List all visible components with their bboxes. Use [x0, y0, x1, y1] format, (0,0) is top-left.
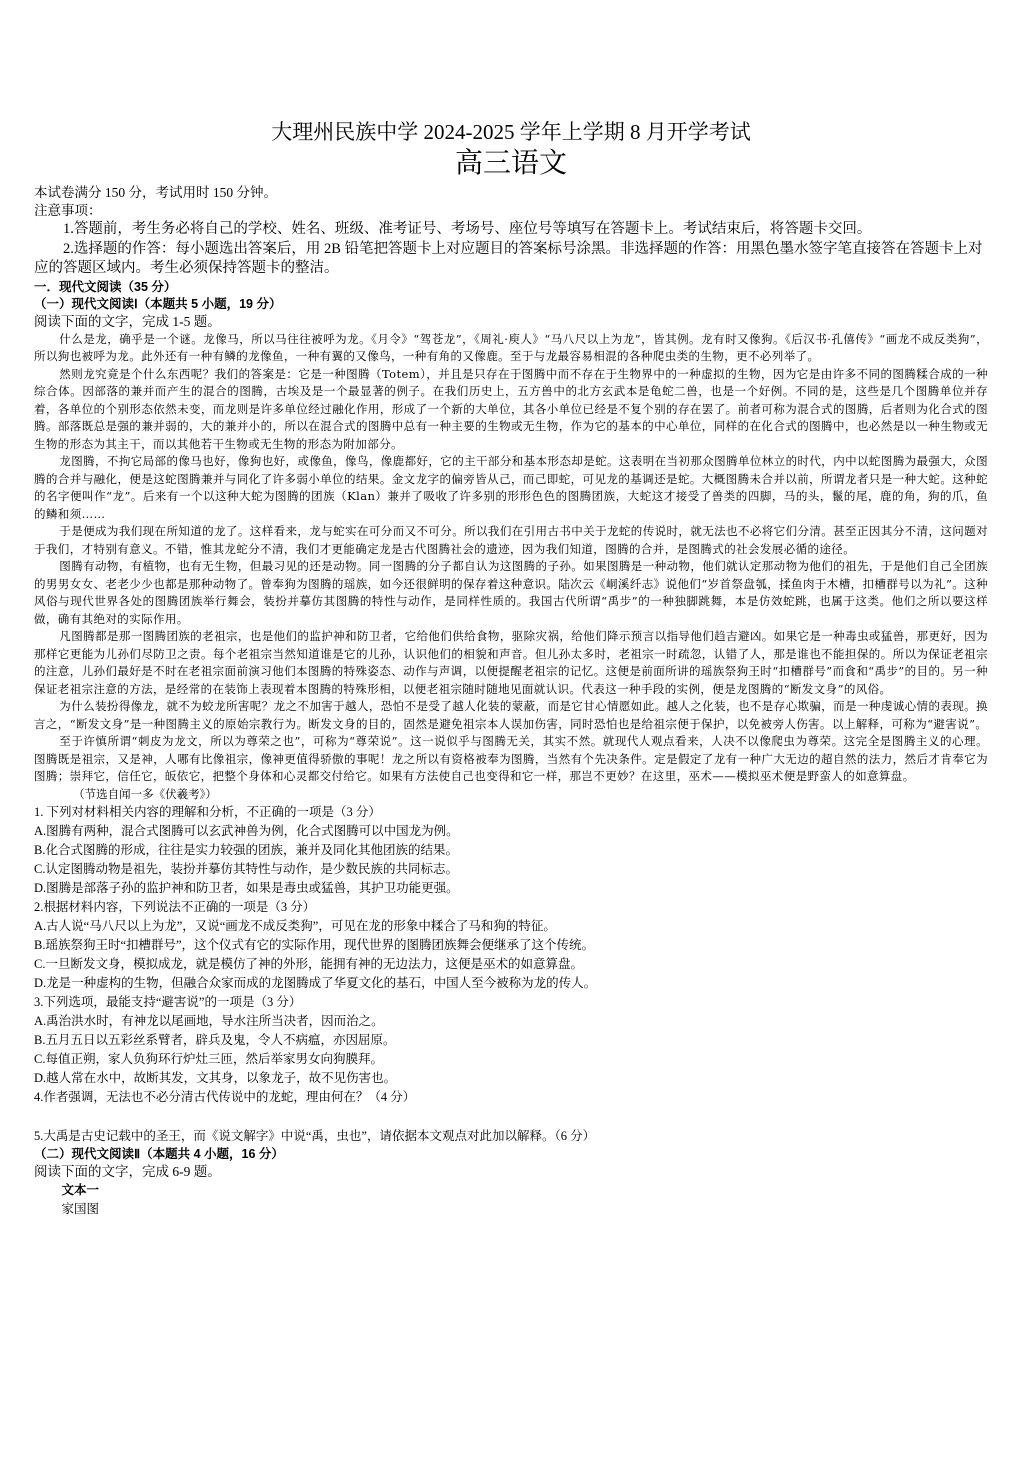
question-2-option-c: C.一旦断发文身，模拟成龙，就是模仿了神的外形，能拥有神的无边法力，这便是巫术的如意算盘。 — [34, 956, 583, 971]
question-5: 5.大禹是古史记载中的圣王，而《说文解字》中说“禹，虫也”，请依据本文观点对此加以解释。（6 分） — [34, 1128, 596, 1143]
score-info: 本试卷满分 150 分，考试用时 150 分钟。 — [34, 185, 277, 200]
passage-paragraph: 凡图腾都是那一图腾团族的老祖宗，也是他们的监护神和防卫者，它给他们供给食物，驱除灾祸，给他们降示预言以指导他们趋吉避凶。如果它是一种毒虫或猛兽，那更好，因为那样它更能为儿孙们尽防卫之责。每个老祖宗当然知道谁是它的儿孙，认识他们的相貌和声音。但儿孙太多时，老祖宗一时疏忽，认错了人，那是谁也不能担保的。所以为保证老祖宗的注意，儿孙们最好是不时在老祖宗面前演习他们本图腾的特殊姿态、动作与声调，以便提醒老祖宗的记忆。这便是前面所讲的瑶族祭狗王时“扣槽群号”而食和“禹步”的目的。另一种保证老祖宗注意的方法，是经常的在装饰上表现着本图腾的特殊形相，以便老祖宗随时随地见面就认识。代表这一种手段的实例，便是龙图腾的“断发文身”的风俗。 — [34, 629, 988, 696]
question-1-option-c: C.认定图腾动物是祖先，装扮并摹仿其特性与动作，是少数民族的共同标志。 — [34, 861, 458, 876]
reading-instruction: 阅读下面的文字，完成 1-5 题。 — [34, 313, 221, 329]
question-2: 2.根据材料内容，下列说法不正确的一项是（3 分） — [34, 899, 316, 914]
section-heading: 一．现代文阅读（35 分） — [34, 279, 177, 294]
question-1-option-a: A.图腾有两种，混合式图腾可以玄武神兽为例，化合式图腾可以中国龙为例。 — [34, 823, 459, 838]
part1-heading: （一）现代文阅读Ⅰ（本题共 5 小题，19 分） — [34, 296, 282, 311]
question-4: 4.作者强调，无法也不必分清古代传说中的龙蛇，理由何在？（4 分） — [34, 1089, 416, 1104]
answer-space — [34, 1107, 988, 1127]
question-2-option-b: B.瑶族祭狗王时“扣槽群号”，这个仪式有它的实际作用，现代世界的图腾团族舞会便继承了这个传统。 — [34, 937, 595, 952]
passage-source: （节选自闻一多《伏羲考》） — [73, 786, 217, 801]
exam-title: 大理州民族中学 2024-2025 学年上学期 8 月开学考试 — [271, 120, 751, 144]
notice-heading: 注意事项： — [34, 203, 102, 218]
question-2-option-d: D.龙是一种虚构的生物，但融合众家而成的龙图腾成了华夏文化的基石，中国人至今被称为龙的传人。 — [34, 975, 597, 990]
passage-paragraph: 图腾有动物，有植物，也有无生物，但最习见的还是动物。同一图腾的分子都自认为这图腾的子孙。如果图腾是一种动物，他们就认定那动物为他们的祖先，于是他们自己全团族的男男女女、老老少少也都是那种动物了。曾奉狗为图腾的瑶族，如今还很鲜明的保存着这种意识。陆次云《峒溪纤志》说他们“岁首祭盘瓠，揉鱼肉于木槽，扣槽群号以为礼”。这种风俗与现代世界各处的图腾团族举行舞会，装扮并摹仿其图腾的特性与动作，是同样性质的。我国古代所谓“禹步”的一种独脚跳舞，本是仿效蛇跳，也属于这类。他们之所以要这样做，确有其绝对的实际作用。 — [34, 559, 988, 626]
text1-title: 家国图 — [61, 1201, 100, 1216]
passage-paragraph: 然则龙究竟是个什么东西呢？我们的答案是：它是一种图腾（Totem），并且是只存在于图腾中而不存在于生物界中的一种虚拟的生物，因为它是由许多不同的图腾糅合成的一种综合体。因部落的兼并而产生的混合的图腾，古埃及是一个最显著的例子。在我们历史上，五方兽中的北方玄武本是龟蛇二兽，也是一个好例。不同的是，这些是几个图腾单位并存着，各单位的个别形态依然未变，而龙则是许多单位经过融化作用，形成了一个新的大单位，其各小单位已经是不复个别的存在罢了。前者可称为混合式的图腾，后者则为化合式的图腾。部落既总是强的兼并弱的，大的兼并小的，所以在混合式的图腾中总有一种主要的生物或无生物，作为它的基本的中心单位，同样的在化合式的图腾中，也必然是以一种生物或无生物的形态为其主干，而以其他若干生物或无生物的形态为附加部分。 — [34, 366, 988, 451]
passage-paragraph: 于是便成为我们现在所知道的龙了。这样看来，龙与蛇实在可分而又不可分。所以我们在引用古书中关于龙蛇的传说时，就无法也不必将它们分清。甚至正因其分不清，这问题对于我们，才特别有意义。不错，惟其龙蛇分不清，我们才更能确定龙是古代图腾社会的遗迹，因为我们知道，图腾的合并，是图腾式的社会发展必循的途径。 — [34, 524, 988, 556]
passage-paragraph: 为什么装扮得像龙，就不为蛟龙所害呢？龙之不加害于越人，恐怕不是受了越人化装的蒙蔽，而是它甘心情愿如此。越人之化装，也不是存心欺骗，而是一种虔诚心情的表现。换言之，“断发文身”是一种图腾主义的原始宗教行为。断发文身的目的，固然是避免祖宗本人误加伤害，同时恐怕也是给祖宗便于保护，以免被旁人伤害。以上解释，可称为“避害说”。 — [34, 699, 988, 731]
question-1-option-d: D.图腾是部落子孙的监护神和防卫者，如果是毒虫或猛兽，其护卫功能更强。 — [34, 880, 459, 895]
notice-item-2: 2.选择题的作答：每小题选出答案后，用 2B 铅笔把答题卡上对应题目的答案标号涂黑。非选择题的作答：用黑色墨水签字笔直接答在答题卡上对应的答题区域内。考生必须保持答题卡的整洁。 — [34, 240, 983, 276]
part2-heading: （二）现代文阅读Ⅱ（本题共 4 小题，16 分） — [34, 1146, 284, 1161]
exam-page — [34, 118, 988, 1219]
question-3-option-c: C.每值正朔，家人负狗环行炉灶三匝，然后举家男女向狗膜拜。 — [34, 1051, 383, 1066]
question-2-option-a: A.古人说“马八尺以上为龙”，又说“画龙不成反类狗”，可见在龙的形象中糅合了马和狗的特征。 — [34, 918, 556, 933]
question-1: 1. 下列对材料相关内容的理解和分析，不正确的一项是（3 分） — [34, 804, 381, 819]
notice-item-1: 1.答题前，考生务必将自己的学校、姓名、班级、准考证号、考场号、座位号等填写在答题卡上。考试结束后，将答题卡交回。 — [63, 221, 872, 237]
text1-label: 文本一 — [61, 1182, 100, 1197]
question-1-option-b: B.化合式图腾的形成，往往是实力较强的团族，兼并及同化其他团族的结果。 — [34, 842, 458, 857]
passage-paragraph: 什么是龙，确乎是一个谜。龙像马，所以马往往被呼为龙。《月令》“驾苍龙”，《周礼·庾人》“马八尺以上为龙”，皆其例。龙有时又像狗。《后汉书·孔僖传》“画龙不成反类狗”，所以狗也被呼为龙。此外还有一种有鳞的龙像鱼，一种有翼的又像鸟，一种有角的又像鹿。至于与龙最容易相混的各种爬虫类的生物，更不必列举了。 — [34, 331, 988, 363]
part2-instruction: 阅读下面的文字，完成 6-9 题。 — [34, 1163, 221, 1179]
passage-paragraph: 龙图腾，不拘它局部的像马也好，像狗也好，或像鱼，像鸟，像鹿都好，它的主干部分和基本形态却是蛇。这表明在当初那众图腾单位林立的时代，内中以蛇图腾为最强大，众图腾的合并与融化，便是这蛇图腾兼并与同化了许多弱小单位的结果。金文龙字的偏旁皆从己，而己即蛇，可见龙的基调还是蛇。大概图腾未合并以前，所谓龙者只是一种大蛇。这种蛇的名字便叫作“龙”。后来有一个以这种大蛇为图腾的团族（Klan）兼并了吸收了许多别的形形色色的图腾团族，大蛇这才接受了兽类的四脚，马的头，鬣的尾，鹿的角，狗的爪，鱼的鳞和须…… — [34, 454, 988, 521]
subject-title: 高三语文 — [454, 148, 567, 179]
question-3-option-d: D.越人常在水中，故断其发，文其身，以象龙子，故不见伤害也。 — [34, 1070, 397, 1085]
question-3-option-a: A.禹治洪水时，有神龙以尾画地，导水注所当决者，因而治之。 — [34, 1013, 384, 1028]
passage-paragraph: 至于许慎所谓“刺皮为龙文，所以为尊荣之也”，可称为“尊荣说”。这一说似乎与图腾无关，其实不然。就现代人观点看来，人决不以像爬虫为尊荣。这完全是图腾主义的心理。图腾既是祖宗，又是神，人哪有比像祖宗，像神更值得骄傲的事呢！龙之所以有资格被奉为图腾，当然有个先决条件。定是假定了龙有一种广大无边的超自然的法力，然后才肯奉它为图腾；崇拜它，信任它，皈依它，把整个身体和心灵都交付给它。如果有方法使自己也变得和它一样，那岂不更妙？在这里，巫术——模拟巫术便是野蛮人的如意算盘。 — [34, 734, 988, 783]
question-3: 3.下列选项，最能支持“避害说”的一项是（3 分） — [34, 994, 302, 1009]
question-3-option-b: B.五月五日以五彩丝系臂者，辟兵及鬼，令人不病瘟，亦因屈原。 — [34, 1032, 396, 1047]
